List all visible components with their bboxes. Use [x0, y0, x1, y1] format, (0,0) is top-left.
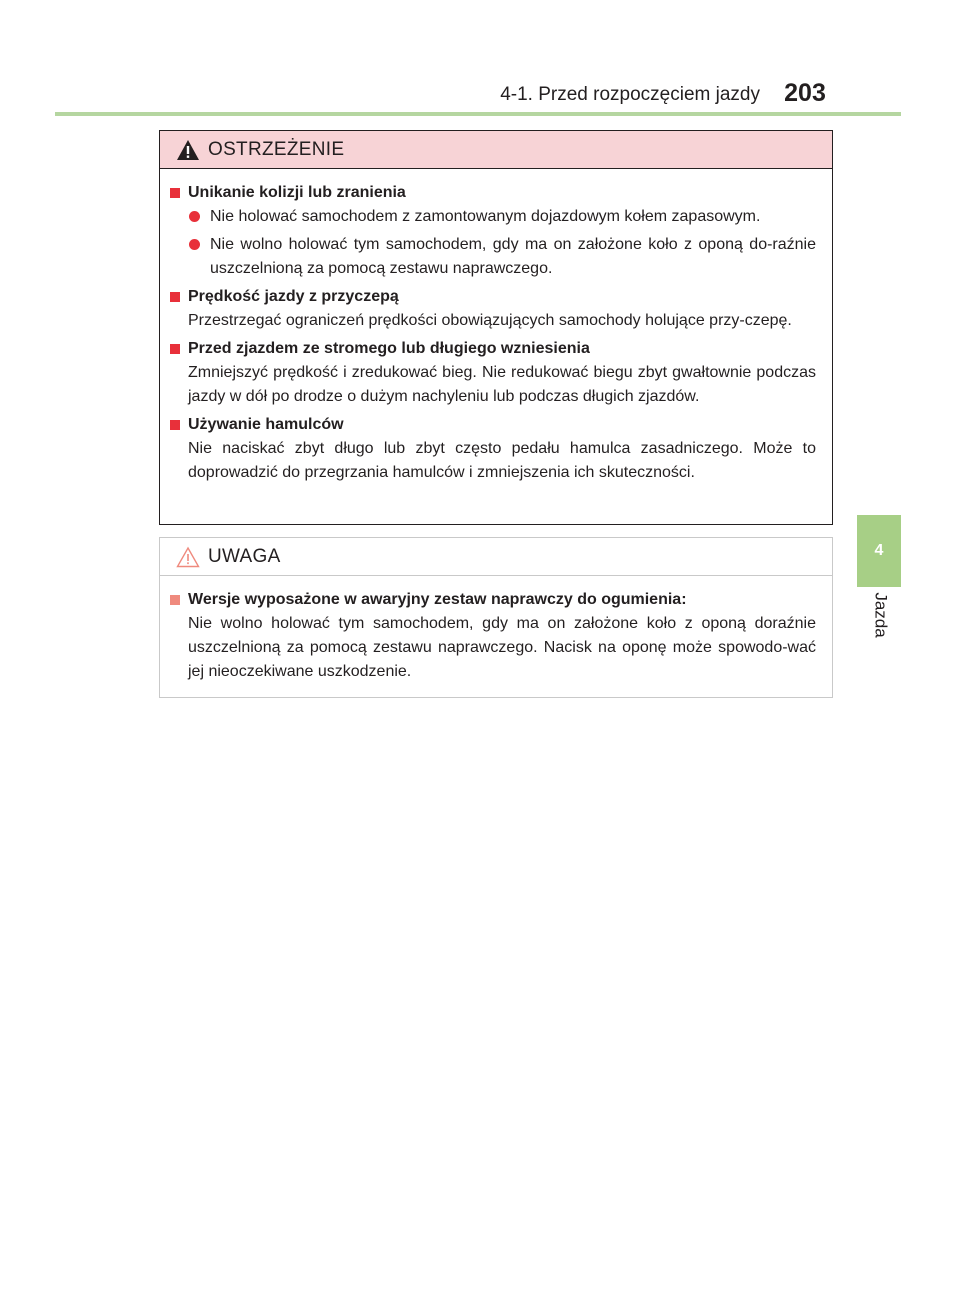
- warning-box-title: OSTRZEŻENIE: [208, 138, 345, 160]
- notice-box: [159, 537, 833, 698]
- header-section-title: 4-1. Przed rozpoczęciem jazdy: [500, 84, 760, 105]
- square-bullet-icon: [170, 292, 180, 302]
- warning-section-1: [168, 181, 816, 281]
- warning-box: [159, 130, 833, 525]
- warning-triangle-icon: [176, 139, 200, 161]
- chapter-label: [861, 585, 901, 645]
- warning-box-header: [160, 131, 832, 169]
- list-item: Nie wolno holować tym samochodem, gdy ma on założone koło z oponą do-raźnie uszczelnioną za pomocą zestawu naprawczego.: [188, 233, 816, 281]
- round-bullet-icon: [189, 211, 200, 222]
- section-title: Używanie hamulców: [188, 416, 344, 433]
- section-title: Wersje wyposażone w awaryjny zestaw naprawczy do ogumienia:: [188, 591, 687, 608]
- chapter-label-text: Jazda: [872, 592, 891, 638]
- notice-section-1: [168, 588, 816, 684]
- square-bullet-icon: [170, 595, 180, 605]
- warning-section-4: [168, 413, 816, 485]
- warning-section-3: [168, 337, 816, 409]
- round-bullet-icon: [189, 239, 200, 250]
- page-number: 203: [784, 79, 826, 107]
- section-text: Nie wolno holować tym samochodem, gdy ma on założone koło z oponą doraźnie uszczelnioną za pomocą zestawu naprawczego. Nacisk na oponę może spowodo-wać jej nieoczekiwane uszkodzenie.: [188, 615, 816, 680]
- section-text: Przestrzegać ograniczeń prędkości obowiązujących samochody holujące przy-czepę.: [188, 312, 792, 329]
- header-rule: [55, 112, 901, 116]
- section-title: Unikanie kolizji lub zranienia: [188, 184, 406, 201]
- notice-box-title: UWAGA: [208, 545, 281, 567]
- square-bullet-icon: [170, 420, 180, 430]
- section-title: Prędkość jazdy z przyczepą: [188, 288, 399, 305]
- square-bullet-icon: [170, 344, 180, 354]
- list-item: Nie holować samochodem z zamontowanym dojazdowym kołem zapasowym.: [188, 205, 816, 229]
- chapter-tab[interactable]: 4: [857, 515, 901, 587]
- section-title: Przed zjazdem ze stromego lub długiego wzniesienia: [188, 340, 590, 357]
- square-bullet-icon: [170, 188, 180, 198]
- notice-box-body: [160, 576, 832, 684]
- section-text: Zmniejszyć prędkość i zredukować bieg. Nie redukować biegu zbyt gwałtownie podczas jazdy w dół po drodze o dużym nachyleniu lub podczas długich zjazdów.: [188, 364, 816, 405]
- caution-triangle-icon: [176, 546, 200, 568]
- warning-section-2: [168, 285, 816, 333]
- warning-box-body: [160, 169, 832, 485]
- section-text: Nie naciskać zbyt długo lub zbyt często pedału hamulca zasadniczego. Może to doprowadzić do przegrzania hamulców i zmniejszenia ich skuteczności.: [188, 440, 816, 481]
- notice-box-header: [160, 538, 832, 576]
